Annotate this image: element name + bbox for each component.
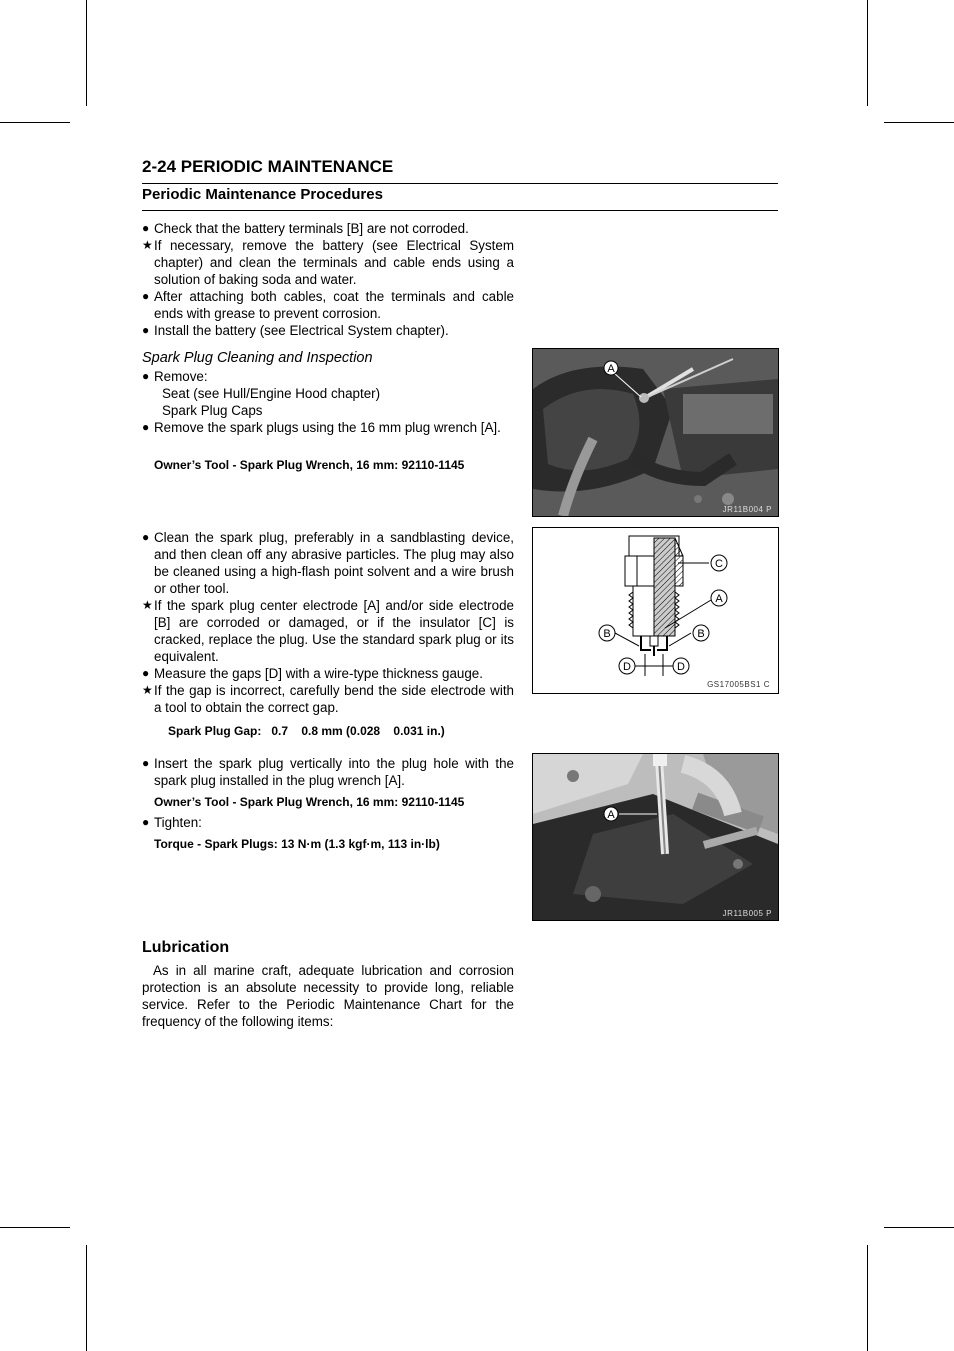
header-rule	[142, 183, 778, 184]
torque-spec: Torque - Spark Plugs: 13 N·m (1.3 kgf·m, 113 in·lb)	[154, 837, 440, 851]
list-item-text: Tighten:	[154, 815, 202, 830]
crop-mark	[0, 122, 70, 123]
spark-plug-diagram	[533, 528, 778, 693]
crop-mark	[884, 122, 954, 123]
section-heading-spark-plug: Spark Plug Cleaning and Inspection	[142, 350, 373, 366]
list-item-text: Insert the spark plug vertically into the plug hole with the spark plug installed in the plug wrench [A].	[154, 756, 514, 788]
list-item-text: If the gap is incorrect, carefully bend the side electrode with a tool to obtain the correct gap.	[154, 683, 514, 715]
figure-label-c: C	[715, 558, 723, 570]
list-item	[142, 529, 514, 597]
clean-list	[142, 529, 514, 716]
list-item	[142, 814, 514, 831]
crop-mark	[86, 1245, 87, 1351]
list-item	[142, 322, 514, 339]
spark-remove-list	[142, 368, 514, 436]
list-item	[142, 237, 514, 288]
star-icon: ★	[142, 238, 153, 252]
figure-label-d: D	[677, 661, 685, 673]
list-item-text: Remove the spark plugs using the 16 mm plug wrench [A].	[154, 420, 501, 435]
figure-label-b: B	[697, 628, 705, 640]
figure-label-b: B	[603, 628, 611, 640]
insert-list	[142, 755, 514, 789]
list-item	[142, 597, 514, 665]
engine-photo-illustration	[533, 754, 778, 920]
list-item-text: Check that the battery terminals [B] are not corroded.	[154, 221, 469, 236]
tighten-list	[142, 814, 514, 831]
star-icon: ★	[142, 683, 153, 697]
bullet-icon: ●	[142, 221, 150, 235]
crop-mark	[867, 1245, 868, 1351]
list-item-text: If the spark plug center electrode [A] and/or side electrode [B] are corroded or damaged, or if the insulator [C] is cracked, replace the plug. Use the standard spark plug or its equivalent.	[154, 598, 514, 664]
list-item	[142, 682, 514, 716]
tool-spec: Owner’s Tool - Spark Plug Wrench, 16 mm: 92110-1145	[154, 458, 465, 472]
gap-spec: Spark Plug Gap: 0.7 0.8 mm (0.028 0.031 in.)	[168, 724, 445, 738]
list-item	[142, 665, 514, 682]
crop-mark	[86, 0, 87, 106]
figure-engine-photo-2	[532, 753, 779, 921]
page-title: 2-24 PERIODIC MAINTENANCE	[142, 157, 394, 176]
list-item-text: After attaching both cables, coat the terminals and cable ends with grease to prevent corrosion.	[154, 289, 514, 321]
engine-photo-illustration	[533, 349, 778, 516]
bullet-icon: ●	[142, 420, 150, 434]
section-subtitle: Periodic Maintenance Procedures	[142, 186, 383, 203]
bullet-icon: ●	[142, 756, 150, 770]
figure-code: JR11B004 P	[722, 505, 772, 514]
bullet-icon: ●	[142, 323, 150, 337]
list-item-text: Measure the gaps [D] with a wire-type thickness gauge.	[154, 666, 483, 681]
subtitle-rule	[142, 210, 778, 211]
figure-spark-plug-diagram	[532, 527, 779, 694]
list-item-text: Remove:	[154, 369, 208, 384]
list-item-text: Install the battery (see Electrical System chapter).	[154, 323, 449, 338]
bullet-icon: ●	[142, 666, 150, 680]
list-item	[142, 220, 514, 237]
bullet-icon: ●	[142, 815, 150, 829]
list-item	[142, 288, 514, 322]
bullet-icon: ●	[142, 369, 150, 383]
list-item	[142, 755, 514, 789]
list-item	[142, 419, 514, 436]
figure-label-a: A	[715, 593, 723, 605]
figure-label-a: A	[607, 809, 615, 821]
sub-item: Spark Plug Caps	[162, 403, 263, 418]
crop-mark	[0, 1227, 70, 1228]
sub-item: Seat (see Hull/Engine Hood chapter)	[162, 386, 381, 401]
figure-code: GS17005BS1 C	[707, 680, 770, 689]
tool-spec: Owner’s Tool - Spark Plug Wrench, 16 mm: 92110-1145	[154, 795, 465, 809]
crop-mark	[884, 1227, 954, 1228]
figure-engine-photo-1	[532, 348, 779, 517]
list-item-text: If necessary, remove the battery (see Electrical System chapter) and clean the terminals and cable ends using a solution of baking soda and water.	[154, 238, 514, 287]
battery-list	[142, 220, 514, 339]
figure-label-d: D	[623, 661, 631, 673]
list-item-text: Clean the spark plug, preferably in a sandblasting device, and then clean off any abrasive particles. The plug may also be cleaned using a high-flash point solvent and a wire brush or other tool.	[154, 530, 514, 596]
bullet-icon: ●	[142, 289, 150, 303]
section-heading-lubrication: Lubrication	[142, 939, 230, 956]
star-icon: ★	[142, 598, 153, 612]
figure-label-a: A	[607, 363, 615, 375]
figure-code: JR11B005 P	[722, 909, 772, 918]
bullet-icon: ●	[142, 530, 150, 544]
lubrication-paragraph: As in all marine craft, adequate lubrication and corrosion protection is an absolute necessity to provide long, reliable service. Refer to the Periodic Maintenance Chart for the frequency of the following items:	[142, 963, 514, 1029]
crop-mark	[867, 0, 868, 106]
list-item	[142, 368, 514, 385]
